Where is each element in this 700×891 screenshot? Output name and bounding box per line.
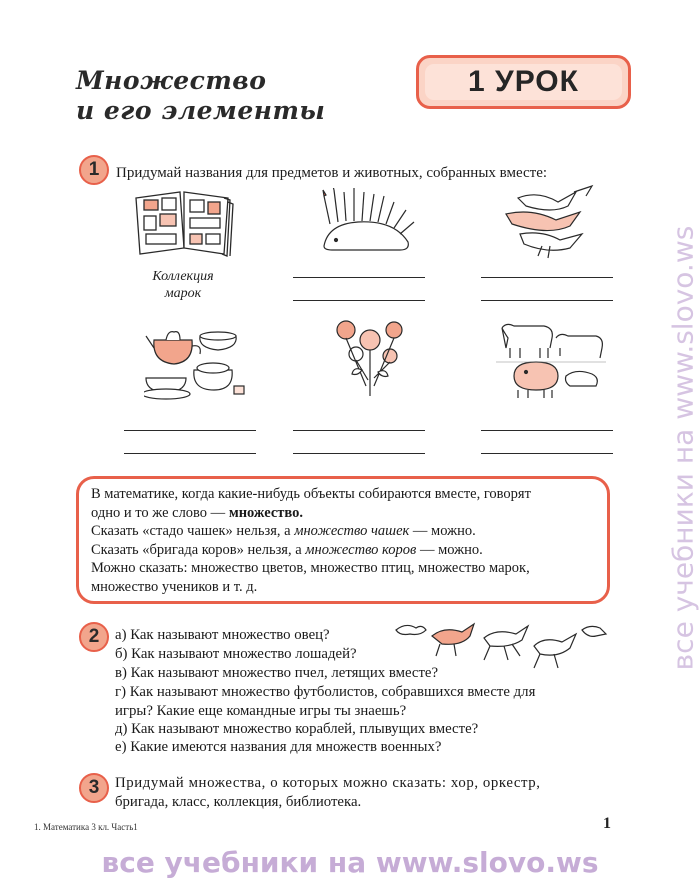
side-watermark: все учебники на www.slovo.ws (666, 225, 700, 671)
cows-and-pig-illustration (496, 318, 608, 400)
definition-line2 (91, 504, 597, 523)
task-number-3: 3 (79, 773, 109, 803)
task3-line1: Придумай множества, о которых можно сказать: хор, оркестр, (115, 775, 541, 791)
lesson-title-line1: Множество (76, 66, 267, 95)
answer-line (481, 430, 613, 431)
task2-question-c: в) Как называют множество пчел, летящих вместе? (115, 665, 439, 681)
answer-line (124, 430, 256, 431)
flying-geese-illustration (498, 184, 602, 260)
lesson-title-line2: и его элементы (76, 96, 326, 125)
pencils-hedgehog-illustration (318, 188, 418, 256)
tea-set-illustration (144, 318, 248, 400)
example-caption (130, 268, 236, 302)
example-caption-line2: марок (164, 286, 202, 301)
answer-line (481, 277, 613, 278)
footer-book-info: 1. Математика 3 кл. Часть1 (34, 822, 138, 832)
definition-line3-prefix: Сказать «стадо чашек» нельзя, а (91, 523, 295, 539)
example-caption-line1: Коллекция (152, 269, 214, 284)
definition-line3 (91, 522, 597, 541)
answer-line (481, 300, 613, 301)
roses-illustration (328, 316, 412, 400)
task2-question-e: д) Как называют множество кораблей, плывущих вместе? (115, 721, 479, 737)
animals-illustration (392, 616, 610, 672)
task2-question-f: е) Какие имеются названия для множеств военных? (115, 739, 442, 755)
definition-line4-suffix: — можно. (416, 541, 483, 558)
task-number-2: 2 (79, 622, 109, 652)
definition-line5: Можно сказать: множество цветов, множество птиц, множество марок, (91, 560, 530, 576)
task2-question-d-line1: г) Как называют множество футболистов, собравшихся вместе для (115, 684, 536, 700)
definition-line6: множество учеников и т. д. (91, 578, 258, 595)
stamp-album-illustration (132, 188, 236, 258)
page-number: 1 (603, 815, 611, 832)
answer-line (124, 453, 256, 454)
definition-line4 (91, 541, 597, 560)
answer-line (293, 277, 425, 278)
task2-question-a: а) Как называют множество овец? (115, 627, 330, 643)
answer-line (481, 453, 613, 454)
lesson-title (76, 66, 325, 126)
definition-term: множество. (228, 504, 304, 521)
definition-line4-prefix: Сказать «бригада коров» нельзя, а (91, 541, 306, 558)
definition-line3-italic: множество чашек (294, 523, 410, 539)
definition-line3-suffix: — можно. (409, 523, 476, 539)
answer-line (293, 300, 425, 301)
definition-line2-prefix: одно и то же слово — (91, 504, 229, 521)
definition-line4-italic: множество коров (305, 541, 417, 558)
answer-line (293, 430, 425, 431)
lesson-badge-label: 1 УРОК (425, 64, 622, 100)
task2-question-d-line2: игры? Какие еще командные игры ты знаешь? (115, 703, 407, 719)
definition-box (76, 476, 610, 604)
task1-prompt: Придумай названия для предметов и животных, собранных вместе: (116, 165, 548, 181)
lesson-badge (416, 55, 631, 109)
task3-line2: бригада, класс, коллекция, библиотека. (115, 794, 362, 810)
bottom-watermark: все учебники на www.slovo.ws (101, 846, 599, 879)
definition-line1: В математике, когда какие-нибудь объекты собираются вместе, говорят (91, 486, 531, 502)
answer-line (293, 453, 425, 454)
task2-question-b: б) Как называют множество лошадей? (115, 646, 357, 662)
task-number-1: 1 (79, 155, 109, 185)
